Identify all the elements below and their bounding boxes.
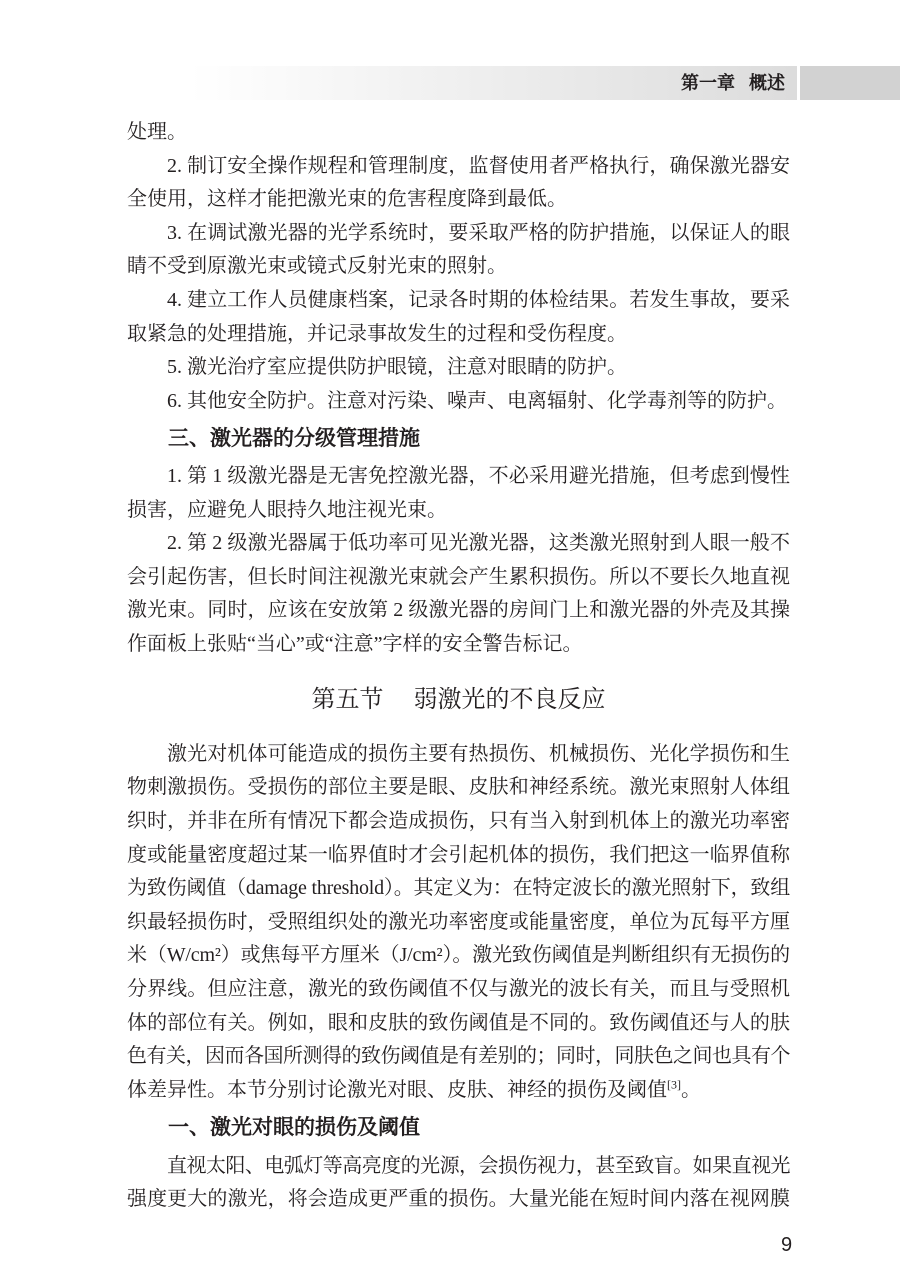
section-name: 弱激光的不良反应	[413, 685, 606, 713]
page-number: 9	[781, 1234, 793, 1256]
text-line: 全使用，这样才能把激光束的危害程度降到最低。	[127, 188, 567, 211]
text-line: 2. 第 2 级激光器属于低功率可见光激光器，这类激光照射到人眼一般不	[167, 532, 790, 555]
text-line: 色有关，因而各国所测得的致伤阈值是有差别的；同时，同肤色之间也具有个	[127, 1045, 790, 1068]
text-line: 处理。	[127, 121, 187, 143]
text-line: 米（W/cm²）或焦每平方厘米（J/cm²）。激光致伤阈值是判断组织有无损伤的	[127, 944, 790, 967]
text-line: 作面板上张贴“当心”或“注意”字样的安全警告标记。	[127, 632, 583, 655]
text-line: 强度更大的激光，将会造成更严重的损伤。大量光能在短时间内落在视网膜	[127, 1188, 790, 1211]
text-line-end: 。	[681, 1078, 701, 1101]
safety-item-4	[127, 284, 790, 351]
text-line: 织最轻损伤时，受照组织处的激光功率密度或能量密度，单位为瓦每平方厘	[127, 910, 790, 933]
text-line: 6. 其他安全防护。注意对污染、噪声、电离辐射、化学毒剂等的防护。	[167, 389, 787, 412]
page-body	[127, 116, 790, 1217]
running-header	[681, 66, 785, 100]
chapter-number: 第一章	[681, 73, 735, 93]
classification-item-2	[127, 527, 790, 661]
safety-item-3	[127, 217, 790, 284]
safety-item-2	[127, 150, 790, 217]
text-line: 1. 第 1 级激光器是无害免控激光器，不必采用避光措施，但考虑到慢性	[167, 464, 790, 487]
text-line: 体的部位有关。例如，眼和皮肤的致伤阈值是不同的。致伤阈值还与人的肤	[127, 1011, 790, 1034]
continuation-paragraph	[127, 116, 790, 150]
section-intro-paragraph	[127, 738, 790, 1108]
text-line-body: 体差异性。本节分别讨论激光对眼、皮肤、神经的损伤及阈值	[127, 1078, 667, 1101]
subsection-heading-eye-damage: 一、激光对眼的损伤及阈值	[168, 1116, 420, 1140]
text-line: 3. 在调试激光器的光学系统时，要采取严格的防护措施，以保证人的眼	[167, 221, 790, 244]
text-line: 睛不受到原激光束或镜式反射光束的照射。	[127, 255, 507, 278]
text-line: 2. 制订安全操作规程和管理制度，监督使用者严格执行，确保激光器安	[167, 154, 790, 177]
text-line: 直视太阳、电弧灯等高亮度的光源，会损伤视力，甚至致盲。如果直视光	[167, 1154, 790, 1177]
section-number: 第五节	[311, 685, 384, 713]
eye-damage-paragraph	[127, 1150, 790, 1217]
subsection-heading-classification: 三、激光器的分级管理措施	[168, 427, 420, 451]
text-line: 取紧急的处理措施，并记录事故发生的过程和受伤程度。	[127, 322, 627, 345]
section-title	[127, 662, 790, 738]
chapter-title: 概述	[749, 73, 785, 93]
text-line: 5. 激光治疗室应提供防护眼镜，注意对眼睛的防护。	[167, 356, 627, 379]
text-line: 分界线。但应注意，激光的致伤阈值不仅与激光的波长有关，而且与受照机	[127, 978, 790, 1001]
text-line: 织时，并非在所有情况下都会造成损伤，只有当入射到机体上的激光功率密	[127, 810, 790, 833]
classification-item-1	[127, 460, 790, 527]
running-header-tab	[800, 66, 900, 100]
citation-marker: [3]	[667, 1077, 681, 1092]
text-line: 4. 建立工作人员健康档案，记录各时期的体检结果。若发生事故，要采	[167, 288, 790, 311]
text-line: 物刺激损伤。受损伤的部位主要是眼、皮肤和神经系统。激光束照射人体组	[127, 776, 790, 799]
safety-item-6	[127, 385, 790, 419]
text-line: 损害，应避免人眼持久地注视光束。	[127, 498, 447, 521]
text-line: 激光束。同时，应该在安放第 2 级激光器的房间门上和激光器的外壳及其操	[127, 599, 790, 622]
text-line: 为致伤阈值（damage threshold）。其定义为：在特定波长的激光照射下，致组	[127, 877, 790, 900]
text-line	[127, 1074, 790, 1108]
text-line: 激光对机体可能造成的损伤主要有热损伤、机械损伤、光化学损伤和生	[167, 742, 790, 765]
text-line: 度或能量密度超过某一临界值时才会引起机体的损伤，我们把这一临界值称	[127, 843, 790, 866]
text-line: 会引起伤害，但长时间注视激光束就会产生累积损伤。所以不要长久地直视	[127, 565, 790, 588]
safety-item-5	[127, 351, 790, 385]
